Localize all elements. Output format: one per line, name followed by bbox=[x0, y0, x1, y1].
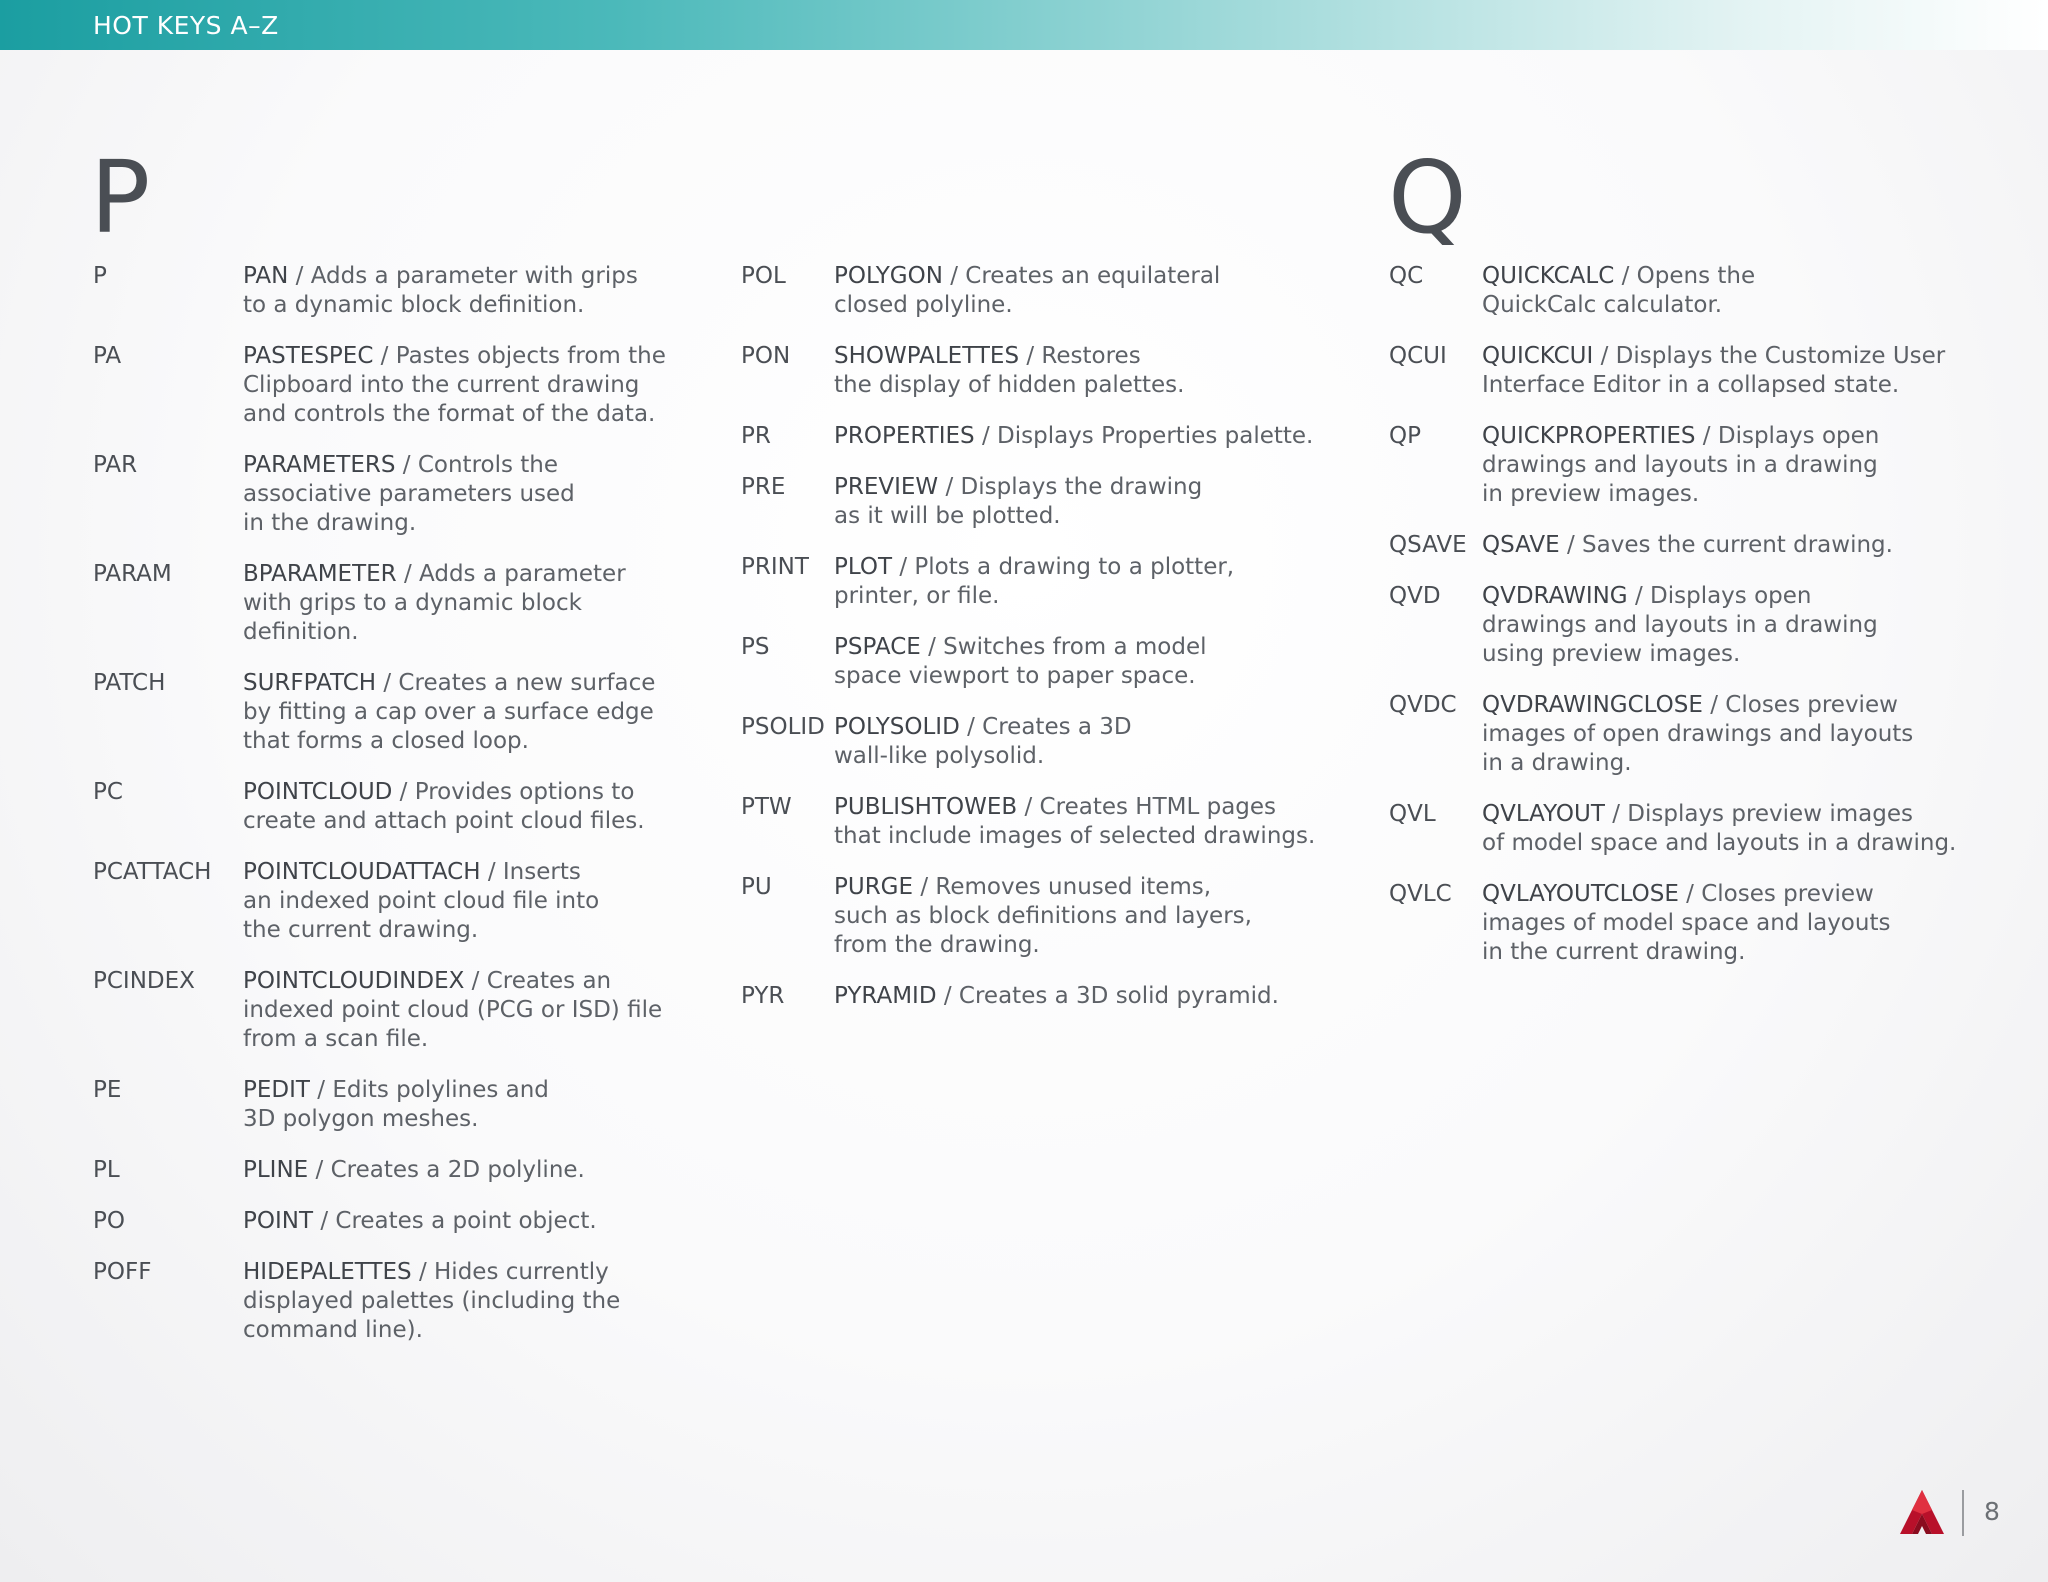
hotkey-description bbox=[243, 451, 666, 538]
description-text: / Displays open bbox=[1627, 583, 1812, 609]
hotkey-entry bbox=[93, 451, 666, 538]
description-text: / Closes preview bbox=[1678, 881, 1874, 907]
description-line: drawings and layouts in a drawing bbox=[1482, 452, 1878, 478]
hotkey-alias: PYR bbox=[741, 983, 785, 1009]
hotkey-entry bbox=[93, 1076, 666, 1134]
description-text: / Switches from a model bbox=[920, 634, 1207, 660]
hotkey-description bbox=[834, 342, 1315, 400]
hotkey-entry bbox=[741, 342, 1315, 400]
hotkey-entry bbox=[741, 262, 1315, 320]
command-name: QSAVE bbox=[1482, 532, 1560, 558]
description-line: indexed point cloud (PCG or ISD) file bbox=[243, 997, 663, 1023]
description-line: command line). bbox=[243, 1317, 423, 1343]
hotkey-alias: PON bbox=[741, 343, 791, 369]
description-text: / Saves the current drawing. bbox=[1559, 532, 1893, 558]
description-text: / Adds a parameter bbox=[396, 561, 626, 587]
description-line: by fitting a cap over a surface edge bbox=[243, 699, 654, 725]
description-line bbox=[1482, 800, 1956, 829]
hotkey-description bbox=[1482, 880, 1956, 967]
description-line bbox=[834, 873, 1315, 902]
hotkey-description bbox=[834, 262, 1315, 320]
description-line bbox=[1482, 262, 1956, 291]
command-name: QUICKPROPERTIES bbox=[1482, 423, 1696, 449]
description-text: / Hides currently bbox=[411, 1259, 609, 1285]
hotkey-column-3 bbox=[1389, 262, 1956, 989]
description-text: / Creates HTML pages bbox=[1017, 794, 1277, 820]
description-text: / Displays the Customize User bbox=[1593, 343, 1946, 369]
hotkey-entry bbox=[741, 422, 1315, 451]
hotkey-alias: PSOLID bbox=[741, 714, 825, 740]
description-line: associative parameters used bbox=[243, 481, 575, 507]
hotkey-description bbox=[243, 262, 666, 320]
description-line bbox=[243, 1258, 666, 1287]
description-line bbox=[243, 451, 666, 480]
description-line bbox=[834, 422, 1315, 451]
hotkey-entry bbox=[93, 560, 666, 647]
hotkey-entry bbox=[93, 1207, 666, 1236]
description-line: Clipboard into the current drawing bbox=[243, 372, 640, 398]
description-line bbox=[243, 1156, 666, 1185]
description-line bbox=[1482, 422, 1956, 451]
description-line bbox=[1482, 691, 1956, 720]
hotkey-description bbox=[1482, 531, 1956, 560]
description-text: / Controls the bbox=[395, 452, 559, 478]
description-line bbox=[243, 778, 666, 807]
hotkey-description bbox=[834, 473, 1315, 531]
hotkey-description bbox=[834, 873, 1315, 960]
description-line: to a dynamic block definition. bbox=[243, 292, 585, 318]
command-name: PLINE bbox=[243, 1157, 309, 1183]
description-line bbox=[243, 1207, 666, 1236]
description-line: definition. bbox=[243, 619, 359, 645]
hotkey-entry bbox=[93, 858, 666, 945]
command-name: POINTCLOUDATTACH bbox=[243, 859, 481, 885]
description-line: and controls the format of the data. bbox=[243, 401, 656, 427]
hotkey-entry bbox=[741, 793, 1315, 851]
description-line bbox=[1482, 880, 1956, 909]
hotkey-description bbox=[834, 793, 1315, 851]
description-line bbox=[243, 560, 666, 589]
autocad-logo-icon bbox=[1898, 1488, 1946, 1536]
hotkey-entry bbox=[1389, 582, 1956, 669]
command-name: QVLAYOUT bbox=[1482, 801, 1605, 827]
command-name: SHOWPALETTES bbox=[834, 343, 1020, 369]
hotkey-entry bbox=[741, 553, 1315, 611]
command-name: SURFPATCH bbox=[243, 670, 377, 696]
section-letter-p: P bbox=[90, 139, 151, 256]
hotkey-entry bbox=[1389, 262, 1956, 320]
command-name: POINTCLOUD bbox=[243, 779, 393, 805]
hotkey-alias: PATCH bbox=[93, 670, 166, 696]
description-line: that include images of selected drawings. bbox=[834, 823, 1316, 849]
hotkey-description bbox=[243, 560, 666, 647]
description-text: / Opens the bbox=[1614, 263, 1756, 289]
hotkey-alias: QVD bbox=[1389, 583, 1441, 609]
description-line: using preview images. bbox=[1482, 641, 1741, 667]
description-line: create and attach point cloud files. bbox=[243, 808, 645, 834]
description-line: images of open drawings and layouts bbox=[1482, 721, 1914, 747]
hotkey-description bbox=[1482, 582, 1956, 669]
description-line bbox=[243, 967, 666, 996]
hotkey-alias: PRE bbox=[741, 474, 786, 500]
hotkey-alias: QVLC bbox=[1389, 881, 1452, 907]
hotkey-entry bbox=[1389, 422, 1956, 509]
description-text: / Creates a point object. bbox=[313, 1208, 597, 1234]
description-text: / Creates an bbox=[464, 968, 612, 994]
description-line: in preview images. bbox=[1482, 481, 1700, 507]
hotkey-column-1 bbox=[93, 262, 666, 1367]
description-text: / Creates a 3D bbox=[959, 714, 1132, 740]
hotkey-alias: POFF bbox=[93, 1259, 152, 1285]
description-line bbox=[834, 262, 1315, 291]
description-line: the current drawing. bbox=[243, 917, 479, 943]
description-line: QuickCalc calculator. bbox=[1482, 292, 1723, 318]
hotkey-alias: QP bbox=[1389, 423, 1421, 449]
description-text: / Restores bbox=[1019, 343, 1141, 369]
hotkey-entry bbox=[741, 873, 1315, 960]
description-line: space viewport to paper space. bbox=[834, 663, 1196, 689]
description-line: in a drawing. bbox=[1482, 750, 1632, 776]
description-text: / Plots a drawing to a plotter, bbox=[892, 554, 1235, 580]
hotkey-entry bbox=[93, 967, 666, 1054]
command-name: QUICKCALC bbox=[1482, 263, 1615, 289]
hotkey-alias: QC bbox=[1389, 263, 1424, 289]
hotkey-entry bbox=[741, 982, 1315, 1011]
hotkey-description bbox=[243, 778, 666, 836]
description-line: with grips to a dynamic block bbox=[243, 590, 582, 616]
description-line: drawings and layouts in a drawing bbox=[1482, 612, 1878, 638]
description-line: from the drawing. bbox=[834, 932, 1040, 958]
description-text: / Displays Properties palette. bbox=[974, 423, 1314, 449]
command-name: PURGE bbox=[834, 874, 914, 900]
description-line bbox=[834, 473, 1315, 502]
command-name: QVDRAWING bbox=[1482, 583, 1628, 609]
hotkey-description bbox=[1482, 262, 1956, 320]
description-line: that forms a closed loop. bbox=[243, 728, 529, 754]
hotkey-alias: PAR bbox=[93, 452, 138, 478]
hotkey-entry bbox=[1389, 800, 1956, 858]
description-line bbox=[834, 982, 1315, 1011]
description-text: / Pastes objects from the bbox=[373, 343, 666, 369]
description-line: displayed palettes (including the bbox=[243, 1288, 621, 1314]
hotkey-entry bbox=[1389, 531, 1956, 560]
page-number: 8 bbox=[1984, 1497, 2000, 1526]
hotkey-alias: QCUI bbox=[1389, 343, 1447, 369]
description-line: Interface Editor in a collapsed state. bbox=[1482, 372, 1900, 398]
hotkey-alias: PC bbox=[93, 779, 123, 805]
description-line: in the drawing. bbox=[243, 510, 417, 536]
hotkey-description bbox=[243, 342, 666, 429]
hotkey-description bbox=[1482, 422, 1956, 509]
hotkey-entry bbox=[93, 342, 666, 429]
description-line: images of model space and layouts bbox=[1482, 910, 1891, 936]
hotkey-entry bbox=[741, 633, 1315, 691]
hotkey-entry bbox=[93, 669, 666, 756]
command-name: PYRAMID bbox=[834, 983, 937, 1009]
hotkey-description bbox=[243, 1258, 666, 1345]
description-line bbox=[1482, 531, 1956, 560]
hotkey-description bbox=[834, 982, 1315, 1011]
command-name: PROPERTIES bbox=[834, 423, 975, 449]
description-line bbox=[834, 633, 1315, 662]
hotkey-alias: PR bbox=[741, 423, 771, 449]
description-text: / Displays the drawing bbox=[938, 474, 1203, 500]
hotkey-alias: QSAVE bbox=[1389, 532, 1467, 558]
description-line bbox=[243, 342, 666, 371]
command-name: QVLAYOUTCLOSE bbox=[1482, 881, 1679, 907]
header-bar bbox=[0, 0, 2048, 50]
hotkey-entry bbox=[1389, 880, 1956, 967]
hotkey-description bbox=[243, 669, 666, 756]
description-line: of model space and layouts in a drawing. bbox=[1482, 830, 1957, 856]
hotkey-alias: PCATTACH bbox=[93, 859, 212, 885]
command-name: POINT bbox=[243, 1208, 314, 1234]
description-line bbox=[243, 262, 666, 291]
command-name: POINTCLOUDINDEX bbox=[243, 968, 465, 994]
command-name: PARAMETERS bbox=[243, 452, 396, 478]
description-text: / Creates an equilateral bbox=[942, 263, 1221, 289]
hotkey-alias: PARAM bbox=[93, 561, 172, 587]
description-text: / Provides options to bbox=[392, 779, 635, 805]
command-name: HIDEPALETTES bbox=[243, 1259, 412, 1285]
description-line bbox=[243, 1076, 666, 1105]
hotkey-entry bbox=[741, 713, 1315, 771]
command-name: PAN bbox=[243, 263, 289, 289]
description-text: / Edits polylines and bbox=[309, 1077, 549, 1103]
description-line: printer, or file. bbox=[834, 583, 1000, 609]
command-name: BPARAMETER bbox=[243, 561, 397, 587]
description-text: / Inserts bbox=[480, 859, 581, 885]
hotkey-column-2 bbox=[741, 262, 1315, 1033]
hotkey-description bbox=[834, 553, 1315, 611]
hotkey-entry bbox=[93, 778, 666, 836]
hotkey-description bbox=[834, 422, 1315, 451]
command-name: POLYSOLID bbox=[834, 714, 960, 740]
description-text: / Displays preview images bbox=[1604, 801, 1913, 827]
hotkey-entry bbox=[1389, 342, 1956, 400]
hotkey-alias: PTW bbox=[741, 794, 792, 820]
hotkey-description bbox=[243, 1076, 666, 1134]
hotkey-description bbox=[834, 713, 1315, 771]
footer-divider bbox=[1962, 1490, 1964, 1536]
hotkey-description bbox=[243, 858, 666, 945]
hotkey-alias: QVDC bbox=[1389, 692, 1457, 718]
description-line: wall-like polysolid. bbox=[834, 743, 1045, 769]
hotkey-entry bbox=[741, 473, 1315, 531]
hotkey-alias: P bbox=[93, 263, 107, 289]
description-line: an indexed point cloud file into bbox=[243, 888, 600, 914]
description-line bbox=[1482, 342, 1956, 371]
description-line bbox=[243, 858, 666, 887]
hotkey-entry bbox=[1389, 691, 1956, 778]
command-name: PSPACE bbox=[834, 634, 921, 660]
hotkey-alias: PS bbox=[741, 634, 770, 660]
command-name: PLOT bbox=[834, 554, 893, 580]
hotkey-alias: PRINT bbox=[741, 554, 809, 580]
command-name: QVDRAWINGCLOSE bbox=[1482, 692, 1703, 718]
description-text: / Creates a 2D polyline. bbox=[308, 1157, 585, 1183]
command-name: QUICKCUI bbox=[1482, 343, 1594, 369]
hotkey-description bbox=[243, 1207, 666, 1236]
description-line bbox=[834, 342, 1315, 371]
description-text: / Adds a parameter with grips bbox=[288, 263, 638, 289]
hotkey-alias: QVL bbox=[1389, 801, 1436, 827]
command-name: PASTESPEC bbox=[243, 343, 374, 369]
description-line: from a scan file. bbox=[243, 1026, 429, 1052]
hotkey-alias: PCINDEX bbox=[93, 968, 195, 994]
description-text: / Removes unused items, bbox=[913, 874, 1212, 900]
description-line: as it will be plotted. bbox=[834, 503, 1061, 529]
hotkey-description bbox=[834, 633, 1315, 691]
description-text: / Creates a 3D solid pyramid. bbox=[936, 983, 1279, 1009]
description-line: 3D polygon meshes. bbox=[243, 1106, 479, 1132]
description-text: / Creates a new surface bbox=[376, 670, 656, 696]
hotkey-description bbox=[243, 967, 666, 1054]
hotkey-description bbox=[1482, 691, 1956, 778]
hotkey-entry bbox=[93, 1258, 666, 1345]
description-line: closed polyline. bbox=[834, 292, 1013, 318]
description-line: such as block definitions and layers, bbox=[834, 903, 1252, 929]
description-line bbox=[834, 793, 1315, 822]
hotkey-alias: PE bbox=[93, 1077, 122, 1103]
description-line: the display of hidden palettes. bbox=[834, 372, 1185, 398]
command-name: PREVIEW bbox=[834, 474, 939, 500]
hotkey-alias: PL bbox=[93, 1157, 120, 1183]
command-name: PEDIT bbox=[243, 1077, 310, 1103]
description-line: in the current drawing. bbox=[1482, 939, 1746, 965]
command-name: PUBLISHTOWEB bbox=[834, 794, 1018, 820]
hotkey-description bbox=[1482, 342, 1956, 400]
hotkey-description bbox=[1482, 800, 1956, 858]
hotkey-entry bbox=[93, 1156, 666, 1185]
description-text: / Displays open bbox=[1695, 423, 1880, 449]
hotkey-entry bbox=[93, 262, 666, 320]
description-text: / Closes preview bbox=[1702, 692, 1898, 718]
header-title: HOT KEYS A–Z bbox=[93, 11, 279, 40]
description-line bbox=[834, 553, 1315, 582]
command-name: POLYGON bbox=[834, 263, 943, 289]
hotkey-description bbox=[243, 1156, 666, 1185]
section-letter-q: Q bbox=[1388, 139, 1467, 256]
hotkey-alias: PU bbox=[741, 874, 772, 900]
description-line bbox=[243, 669, 666, 698]
description-line bbox=[1482, 582, 1956, 611]
description-line bbox=[834, 713, 1315, 742]
hotkey-alias: PA bbox=[93, 343, 122, 369]
hotkey-alias: POL bbox=[741, 263, 786, 289]
hotkey-alias: PO bbox=[93, 1208, 125, 1234]
